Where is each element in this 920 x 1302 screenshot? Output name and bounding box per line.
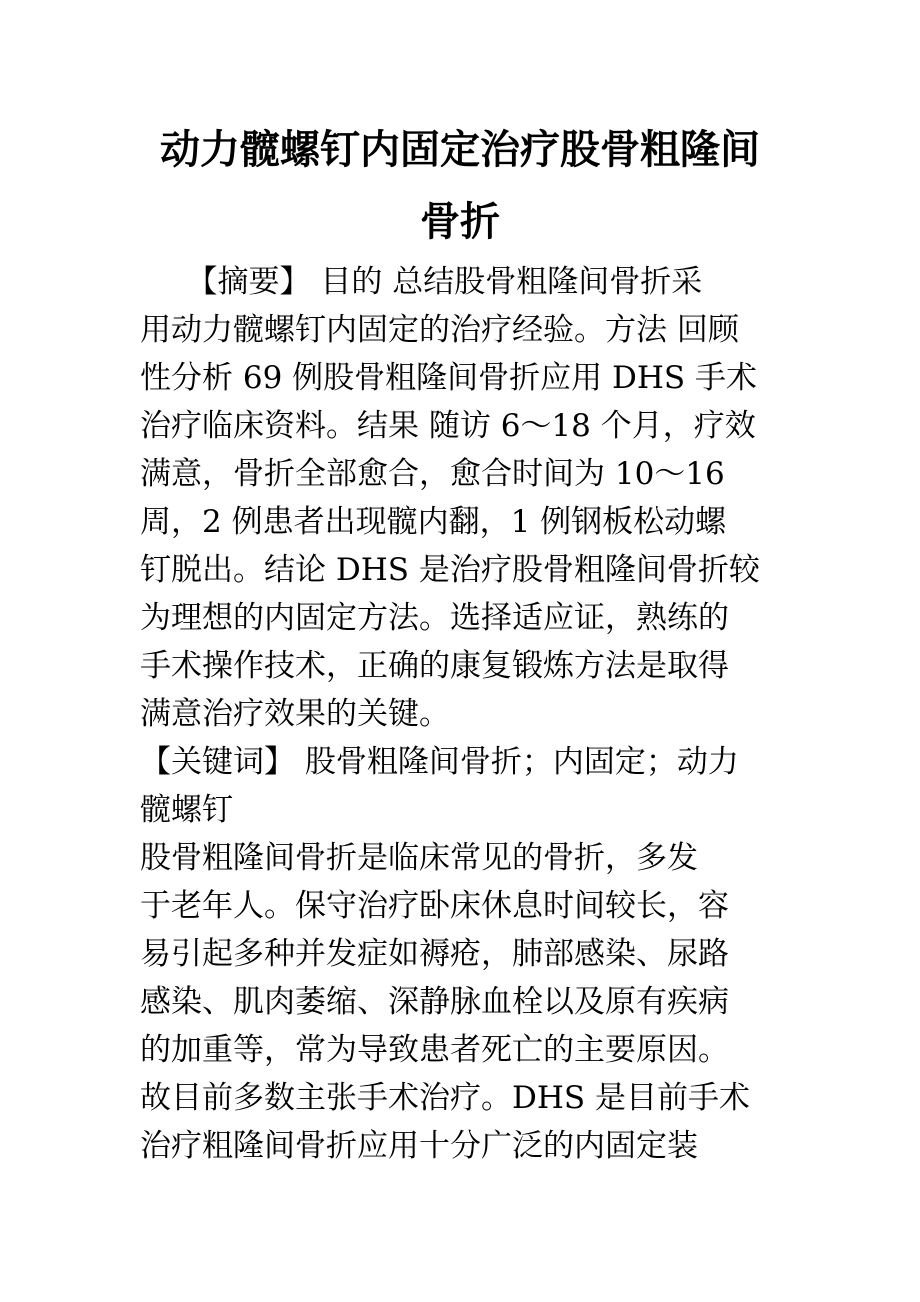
title-line-1: 动力髋螺钉内固定治疗股骨粗隆间 <box>160 127 760 173</box>
abstract-line: 钉脱出。结论 DHS 是治疗股骨粗隆间骨折较 <box>140 552 760 588</box>
abstract-line: 用动力髋螺钉内固定的治疗经验。方法 回顾 <box>140 312 739 348</box>
body-line: 故目前多数主张手术治疗。DHS 是目前手术 <box>140 1080 750 1116</box>
abstract-line: 周，2 例患者出现髋内翻，1 例钢板松动螺 <box>140 504 727 540</box>
body-line: 治疗粗隆间骨折应用十分广泛的内固定装 <box>140 1128 698 1164</box>
abstract-line: 满意治疗效果的关键。 <box>140 696 450 732</box>
abstract-line: 性分析 69 例股骨粗隆间骨折应用 DHS 手术 <box>140 360 757 396</box>
abstract-line: 【摘要】 目的 总结股骨粗隆间骨折采 <box>140 264 703 300</box>
body-line: 股骨粗隆间骨折是临床常见的骨折，多发 <box>140 840 698 876</box>
abstract-line: 为理想的内固定方法。选择适应证，熟练的 <box>140 600 729 636</box>
body-line: 易引起多种并发症如褥疮，肺部感染、尿路 <box>140 936 729 972</box>
body-line: 于老年人。保守治疗卧床休息时间较长，容 <box>140 888 729 924</box>
abstract-line: 手术操作技术，正确的康复锻炼方法是取得 <box>140 648 729 684</box>
title-line-2: 骨折 <box>420 199 500 245</box>
abstract-line: 满意，骨折全部愈合，愈合时间为 10～16 <box>140 456 725 492</box>
keywords-line: 【关键词】 股骨粗隆间骨折；内固定；动力 <box>140 744 739 780</box>
abstract-line: 治疗临床资料。结果 随访 6～18 个月，疗效 <box>140 408 756 444</box>
body-line: 的加重等，常为导致患者死亡的主要原因。 <box>140 1032 729 1068</box>
body-line: 感染、肌肉萎缩、深静脉血栓以及原有疾病 <box>140 984 729 1020</box>
keywords-line: 髋螺钉 <box>140 792 233 828</box>
